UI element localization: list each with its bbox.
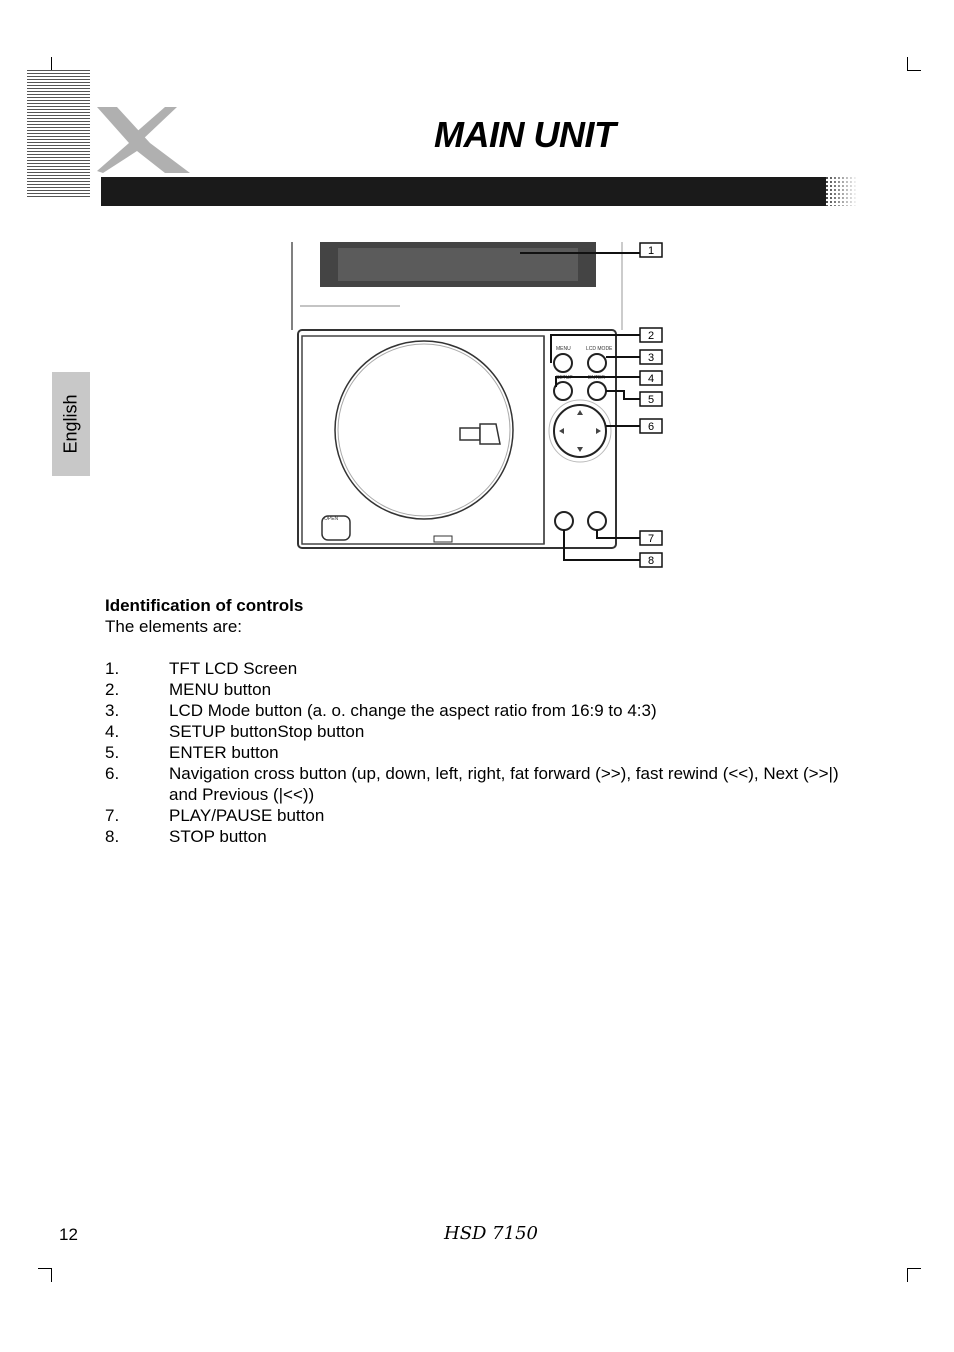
stripe-line <box>27 109 90 110</box>
stripe-line <box>27 163 90 164</box>
callout-number: 4 <box>647 373 655 385</box>
brand-logo <box>95 105 195 182</box>
crop-mark-bottom-right <box>907 1268 921 1269</box>
list-item-text: SETUP buttonStop button <box>169 722 365 741</box>
stripe-line <box>27 115 90 116</box>
section-heading: Identification of controls <box>105 596 304 615</box>
stripe-line <box>27 88 90 89</box>
list-item <box>105 763 865 805</box>
stripe-line <box>27 118 90 119</box>
enter-label: ENTER <box>588 375 605 381</box>
list-item-number: 4. <box>105 722 120 741</box>
list-item-text: MENU button <box>169 680 272 699</box>
stripe-line <box>27 103 90 104</box>
stripe-line <box>27 121 90 122</box>
list-item-number: 3. <box>105 701 120 720</box>
list-item <box>105 826 865 847</box>
stripe-line <box>27 178 90 179</box>
callout-number: 6 <box>647 421 655 433</box>
stripe-line <box>27 184 90 185</box>
stripe-line <box>27 91 90 92</box>
lcd-mode-label: LCD MODE <box>586 346 613 352</box>
stripe-line <box>27 124 90 125</box>
callout-number: 8 <box>647 555 655 567</box>
controls-list <box>105 658 865 847</box>
list-item-number: 5. <box>105 743 120 762</box>
stripe-line <box>27 100 90 101</box>
model-name: HSD 7150 <box>444 1223 538 1244</box>
stripe-line <box>27 139 90 140</box>
crop-mark-bottom-left <box>51 1268 52 1282</box>
list-item-text: ENTER button <box>169 743 279 762</box>
list-item-number: 1. <box>105 659 120 678</box>
stripe-line <box>27 106 90 107</box>
language-tab <box>52 372 90 476</box>
list-item <box>105 721 865 742</box>
list-item <box>105 700 865 721</box>
list-item-text: LCD Mode button (a. o. change the aspect ratio from 16:9 to 4:3) <box>169 701 657 720</box>
list-item-text: Navigation cross button (up, down, left, right, fat forward (>>), fast rewind (<<), Next (>>|) and Previous (|<<)) <box>169 764 839 804</box>
stripe-line <box>27 70 90 71</box>
list-item <box>105 805 865 826</box>
list-item-text: STOP button <box>169 827 267 846</box>
stripe-line <box>27 142 90 143</box>
stripe-line <box>27 133 90 134</box>
crop-mark-bottom-left <box>38 1268 52 1269</box>
title-bar-dots <box>818 177 858 206</box>
stripe-line <box>27 151 90 152</box>
callout-number: 3 <box>647 352 655 364</box>
stripe-line <box>27 148 90 149</box>
stripe-line <box>27 127 90 128</box>
list-item <box>105 742 865 763</box>
stripe-line <box>27 193 90 194</box>
crop-mark-top-right <box>907 57 908 71</box>
stripe-line <box>27 97 90 98</box>
list-item-number: 6. <box>105 764 120 783</box>
setup-label: SETUP <box>556 375 573 381</box>
stripe-line <box>27 157 90 158</box>
open-label: OPEN <box>324 516 339 522</box>
stripe-line <box>27 79 90 80</box>
section-intro: The elements are: <box>105 617 243 636</box>
page-number: 12 <box>59 1225 78 1244</box>
stripe-line <box>27 136 90 137</box>
crop-mark-top-left <box>51 57 52 71</box>
stripe-line <box>27 73 90 74</box>
stripe-line <box>27 94 90 95</box>
stripe-line <box>27 82 90 83</box>
stripe-line <box>27 160 90 161</box>
stripe-line <box>27 112 90 113</box>
callout-number: 2 <box>647 330 655 342</box>
stripe-line <box>27 181 90 182</box>
title-bar <box>101 177 826 206</box>
page-title: MAIN UNIT <box>434 114 616 155</box>
language-tab-label: English <box>60 394 81 454</box>
stripe-line <box>27 169 90 170</box>
menu-label: MENU <box>556 346 571 352</box>
list-item-number: 2. <box>105 680 120 699</box>
stripe-line <box>27 190 90 191</box>
crop-mark-top-right <box>907 70 921 71</box>
controls-section <box>105 595 865 847</box>
stripe-line <box>27 172 90 173</box>
callout-number: 1 <box>647 245 655 257</box>
crop-mark-bottom-right <box>907 1268 908 1282</box>
list-item-text: TFT LCD Screen <box>169 659 298 678</box>
list-item <box>105 679 865 700</box>
stripe-line <box>27 187 90 188</box>
stripe-line <box>27 196 90 197</box>
list-item-number: 7. <box>105 806 120 825</box>
list-item <box>105 658 865 679</box>
stripe-line <box>27 76 90 77</box>
callout-number: 7 <box>647 533 655 545</box>
stripe-line <box>27 85 90 86</box>
main-unit-diagram <box>288 240 668 580</box>
list-item-text: PLAY/PAUSE button <box>169 806 325 825</box>
stripe-line <box>27 145 90 146</box>
callout-number: 5 <box>647 394 655 406</box>
stripe-line <box>27 130 90 131</box>
stripe-line <box>27 166 90 167</box>
header-stripes <box>27 70 90 200</box>
list-item-number: 8. <box>105 827 120 846</box>
stripe-line <box>27 154 90 155</box>
stripe-line <box>27 175 90 176</box>
